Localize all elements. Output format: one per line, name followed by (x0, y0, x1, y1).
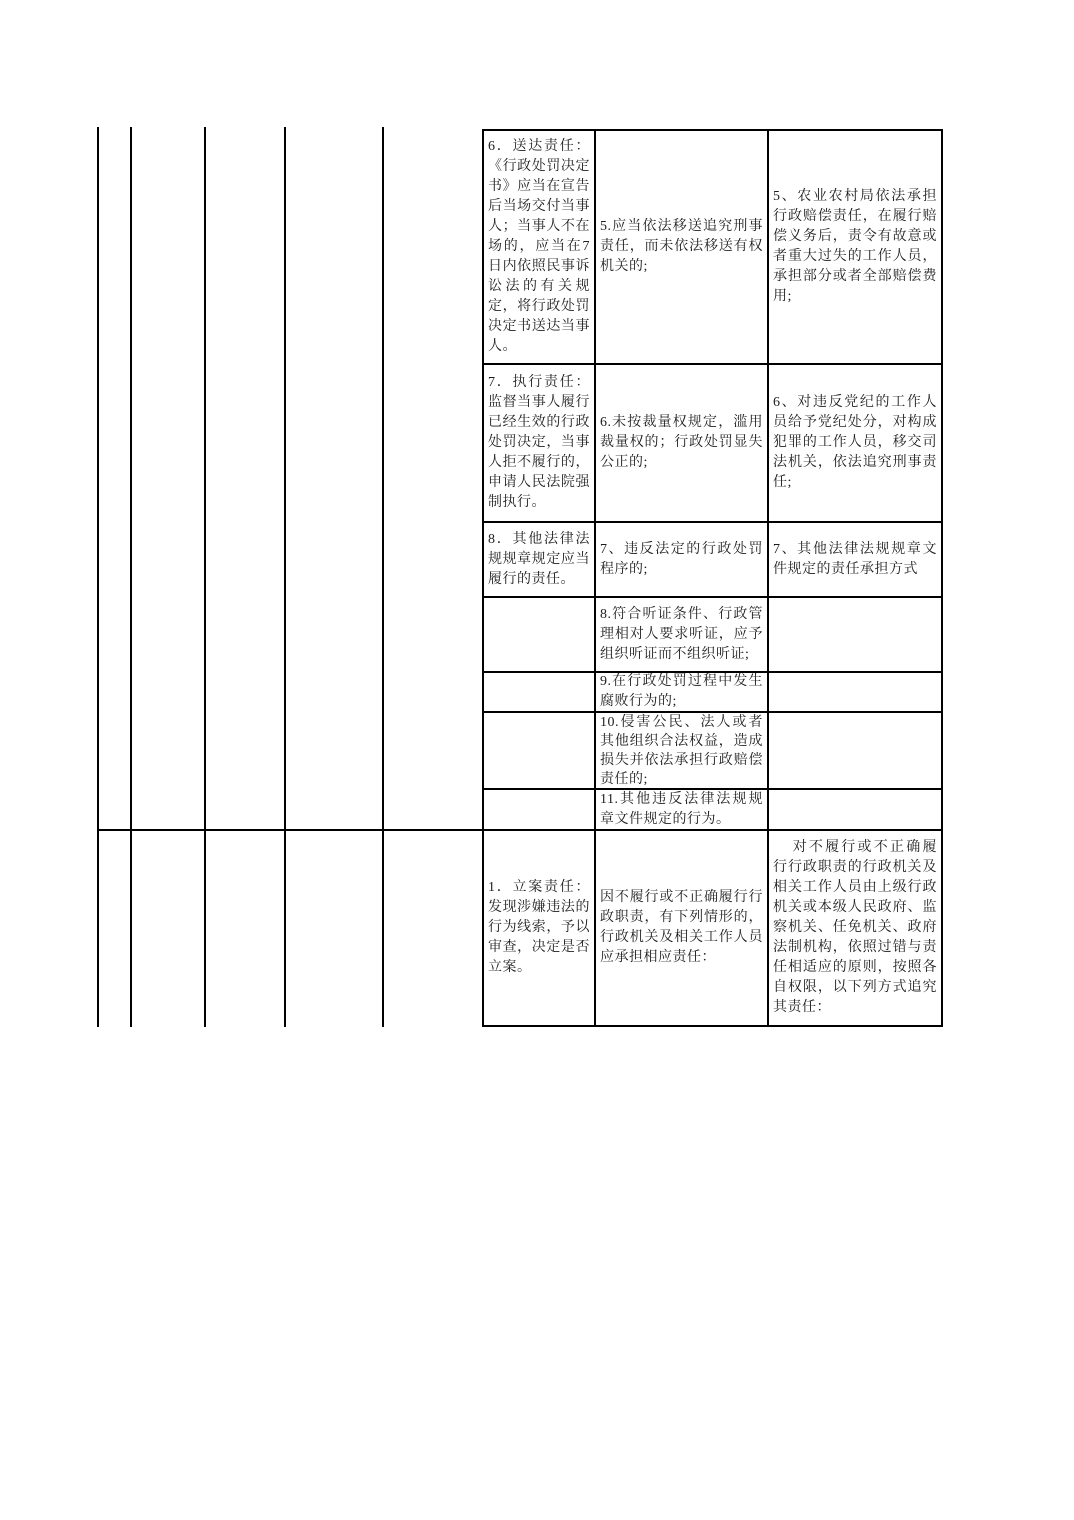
cell-mode-5: 5、农业农村局依法承担行政赔偿责任，在履行赔偿义务后，责令有故意或者重大过失的工作人员，承担部分或者全部赔偿费用; (773, 189, 937, 304)
cell-circumstance-11: 11.其他违反法律法规规章文件规定的行为。 (600, 791, 763, 827)
cell-duty-other-laws: 8．其他法律法规规章规定应当履行的责任。 (488, 531, 590, 587)
table-grid-line-v5 (382, 127, 384, 1027)
cell-mode-intro: 对不履行或不正确履行行政职责的行政机关及相关工作人员由上级行政机关或本级人民政府、监察机关、任免机关、政府法制机构，依照过错与责任相适应的原则，按照各自权限，以下列方式追究其责任： (773, 840, 937, 1015)
cell-circumstance-intro: 因不履行或不正确履行行政职责，有下列情形的，行政机关及相关工作人员应承担相应责任： (600, 890, 763, 965)
cell-circumstance-9: 9.在行政处罚过程中发生腐败行为的; (600, 674, 763, 709)
cell-duty-delivery: 6．送达责任：《行政处罚决定书》应当在宣告后当场交付当事人；当事人不在场的，应当在7日内依照民事诉讼法的有关规定，将行政处罚决定书送达当事人。 (488, 139, 590, 354)
table-grid-line-v1 (97, 127, 99, 1027)
cell-circumstance-7: 7、违反法定的行政处罚程序的; (600, 541, 763, 577)
cell-mode-7: 7、其他法律法规规章文件规定的责任承担方式 (773, 541, 937, 577)
cell-mode-6: 6、对违反党纪的工作人员给予党纪处分，对构成犯罪的工作人员，移交司法机关，依法追究刑事责任; (773, 395, 937, 490)
table-grid-line-v9 (941, 129, 943, 1027)
table-grid-line-v4 (284, 127, 286, 1027)
table-grid-line-v2 (130, 127, 132, 1027)
cell-duty-case-filing: 1．立案责任：发现涉嫌违法的行为线索，予以审查，决定是否立案。 (488, 880, 590, 975)
table-grid-line-h-bottom (482, 1025, 943, 1027)
cell-circumstance-6: 6.未按裁量权规定，滥用裁量权的；行政处罚显失公正的; (600, 415, 763, 470)
table-grid-line-v3 (204, 127, 206, 1027)
cell-duty-enforcement: 7．执行责任：监督当事人履行已经生效的行政处罚决定，当事人拒不履行的，申请人民法院强制执行。 (488, 375, 590, 510)
cell-circumstance-10: 10.侵害公民、法人或者其他组织合法权益，造成损失并依法承担行政赔偿责任的; (600, 714, 763, 787)
cell-circumstance-5: 5.应当依法移送追究刑事责任，而未依法移送有权机关的; (600, 219, 763, 274)
cell-circumstance-8: 8.符合听证条件、行政管理相对人要求听证，应予组织听证而不组织听证; (600, 606, 763, 662)
